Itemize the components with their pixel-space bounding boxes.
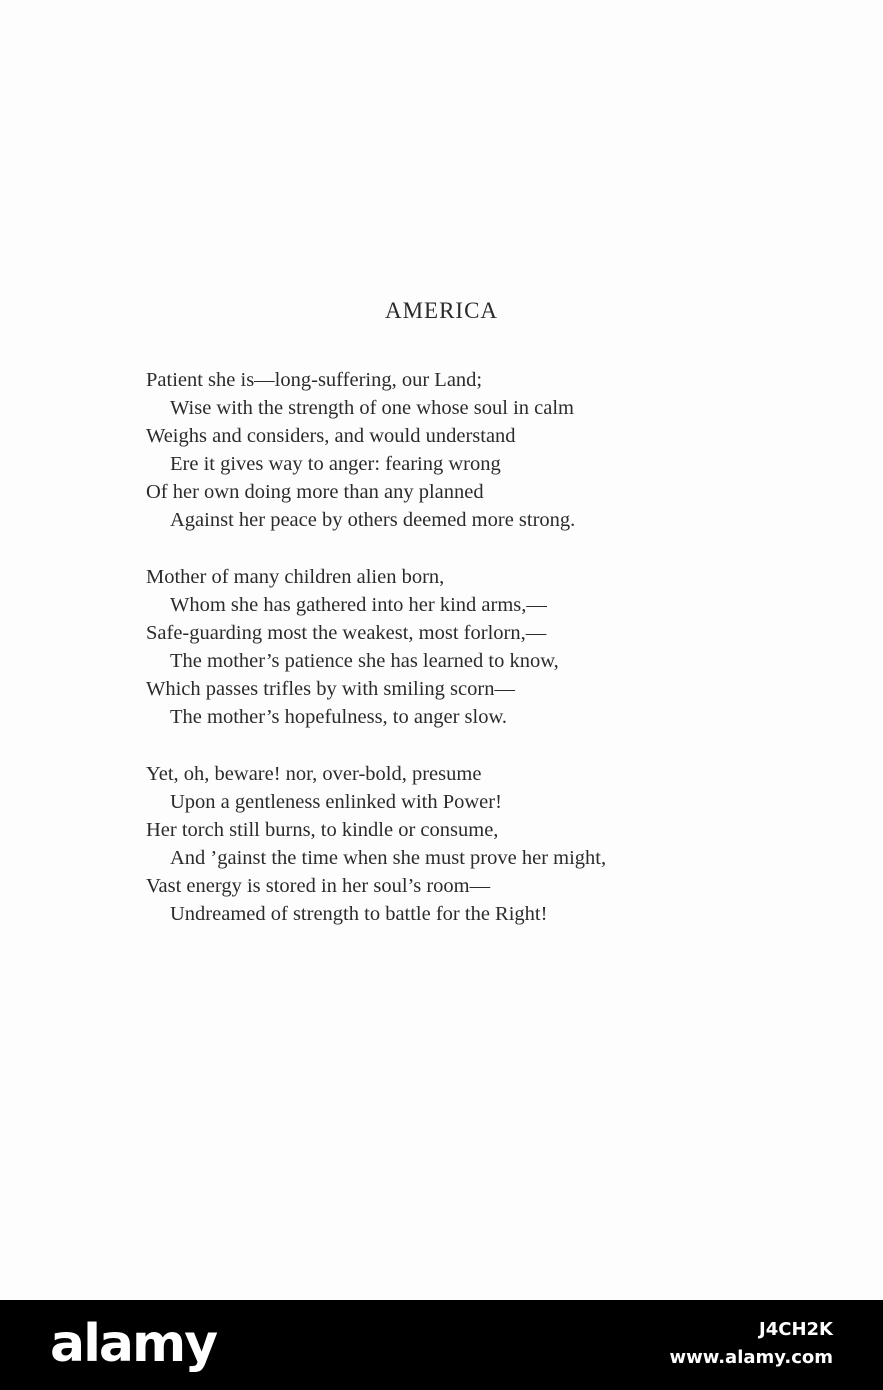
stanza-2	[146, 563, 826, 731]
poem-line: The mother’s hopefulness, to anger slow.	[170, 706, 508, 728]
image-id-label: J4CH2K	[759, 1319, 833, 1340]
poem-line: Ere it gives way to anger: fearing wrong	[170, 453, 501, 475]
poem-line: Safe-guarding most the weakest, most forlorn,—	[146, 622, 547, 644]
poem-line: Against her peace by others deemed more strong.	[170, 509, 576, 531]
poem-title: AMERICA	[384, 298, 499, 323]
site-url-label: www.alamy.com	[669, 1347, 833, 1368]
stanza-3	[146, 760, 826, 928]
poem-line: Undreamed of strength to battle for the Right!	[170, 903, 548, 925]
poem-line: Weighs and considers, and would understand	[146, 425, 516, 447]
poem-line: Upon a gentleness enlinked with Power!	[170, 791, 502, 813]
brand-logo: alamy	[50, 1314, 217, 1374]
poem-line: Vast energy is stored in her soul’s room—	[146, 875, 491, 897]
poem-line: Her torch still burns, to kindle or consume,	[146, 819, 499, 841]
poem-line: And ’gainst the time when she must prove her might,	[170, 847, 607, 869]
poem-line: The mother’s patience she has learned to know,	[170, 650, 559, 672]
poem-line: Whom she has gathered into her kind arms,—	[170, 594, 547, 616]
poem-line: Which passes trifles by with smiling scorn—	[146, 678, 515, 700]
poem-line: Of her own doing more than any planned	[146, 481, 484, 503]
poem-body	[146, 366, 826, 957]
poem-line: Wise with the strength of one whose soul in calm	[170, 397, 574, 419]
poem-line: Mother of many children alien born,	[146, 566, 445, 588]
poem-line: Patient she is—long-suffering, our Land;	[146, 369, 483, 391]
watermark-footer	[0, 1300, 883, 1390]
stanza-1	[146, 366, 826, 534]
poem-line: Yet, oh, beware! nor, over-bold, presume	[146, 763, 482, 785]
